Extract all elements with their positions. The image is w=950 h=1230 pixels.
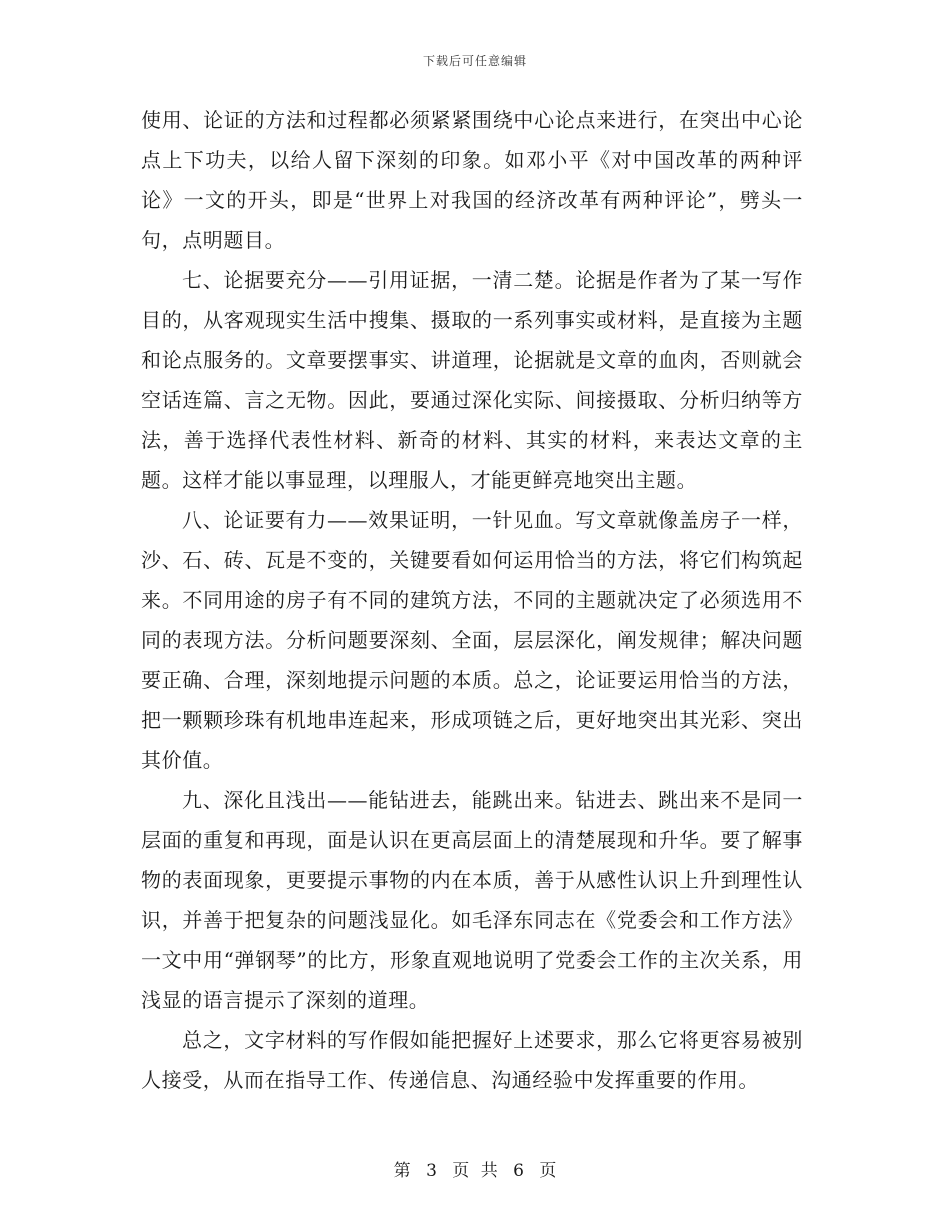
footer-prefix: 第 [393,1161,411,1181]
paragraph-point-seven: 七、论据要充分——引用证据，一清二楚。论据是作者为了某一写作目的，从客观现实生活中搜集、摄取的一系列事实或材料，是直接为主题和论点服务的。文章要摆事实、讲道理，论据就是文章的血肉，否则就会空话连篇、言之无物。因此，要通过深化实际、间接摄取、分析归纳等方法，善于选择代表性材料、新奇的材料、其实的材料，来表达文章的主题。这样才能以事显理，以理服人，才能更鲜亮地突出主题。 [141,268,803,492]
paragraph-conclusion: 总之，文字材料的写作假如能把握好上述要求，那么它将更容易被别人接受，从而在指导工作、传递信息、沟通经验中发挥重要的作用。 [141,1028,803,1092]
paragraph-continuation: 使用、论证的方法和过程都必须紧紧围绕中心论点来进行，在突出中心论点上下功夫，以给人留下深刻的印象。如邓小平《对中国改革的两种评论》一文的开头，即是“世界上对我国的经济改革有两种评论”，劈头一句，点明题目。 [141,108,803,252]
footer-suffix: 页 [539,1161,557,1181]
document-body [141,100,803,1100]
paragraph-point-eight: 八、论证要有力——效果证明，一针见血。写文章就像盖房子一样，沙、石、砖、瓦是不变的，关键要看如何运用恰当的方法，将它们构筑起来。不同用途的房子有不同的建筑方法，不同的主题就决定了必须选用不同的表现方法。分析问题要深刻、全面，层层深化，阐发规律；解决问题要正确、合理，深刻地提示问题的本质。总之，论证要运用恰当的方法，把一颗颗珍珠有机地串连起来，形成项链之后，更好地突出其光彩、突出其价值。 [141,508,803,772]
paragraph-point-nine: 九、深化且浅出——能钻进去，能跳出来。钻进去、跳出来不是同一层面的重复和再现，面是认识在更高层面上的清楚展现和升华。要了解事物的表面现象，更要提示事物的内在本质，善于从感性认识上升到理性认识，并善于把复杂的问题浅显化。如毛泽东同志在《党委会和工作方法》一文中用“弹钢琴”的比方，形象直观地说明了党委会工作的主次关系，用浅显的语言提示了深刻的道理。 [141,788,803,1012]
page-header: 下载后可任意编辑 [422,54,527,68]
footer-page-number: 3 [426,1161,437,1181]
footer-middle: 页 共 [452,1161,498,1181]
page-footer [0,1156,950,1181]
footer-total-pages: 6 [513,1161,524,1181]
